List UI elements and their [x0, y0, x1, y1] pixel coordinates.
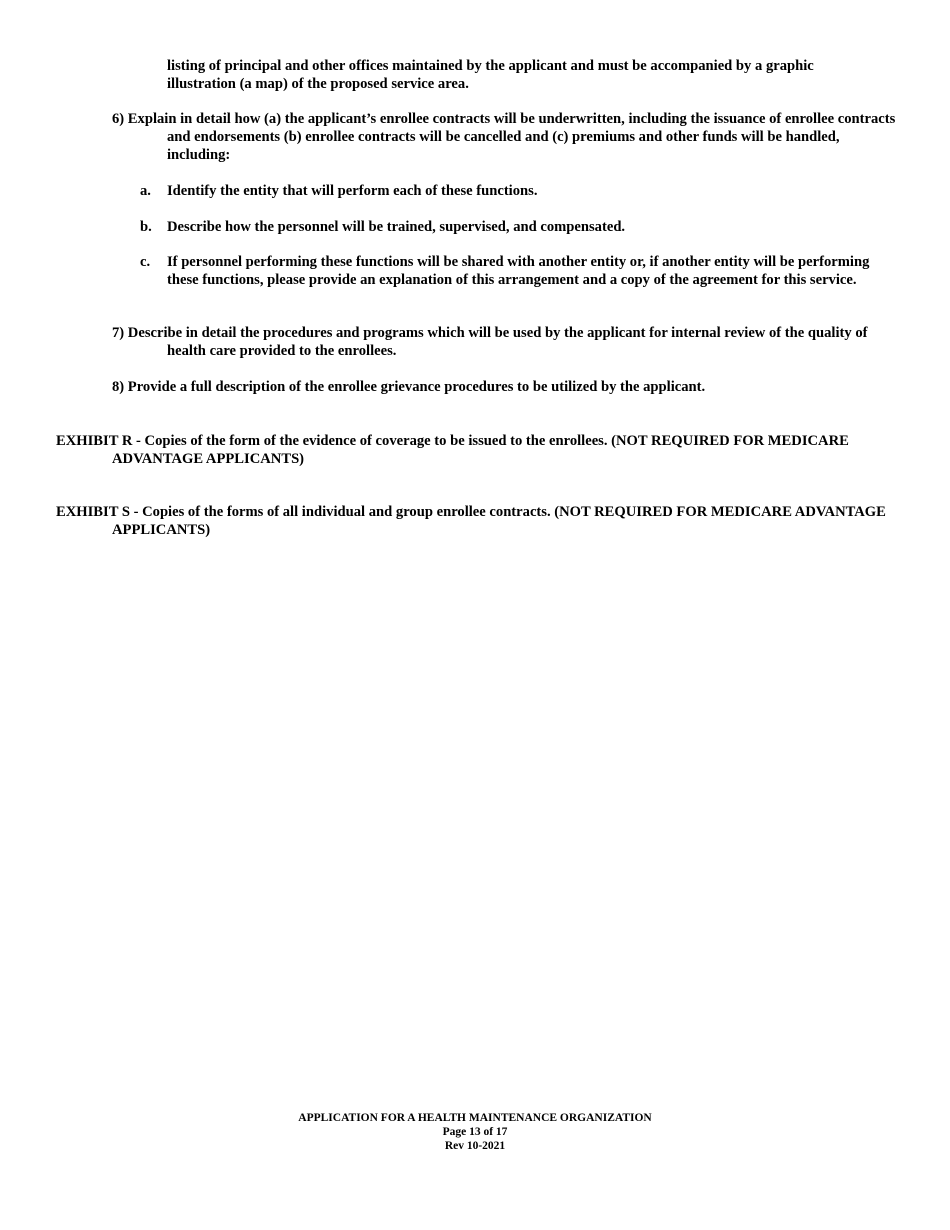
sub-item-a-text: Identify the entity that will perform each of these functions. — [167, 183, 538, 199]
item-8-grievance: 8) Provide a full description of the enrollee grievance procedures to be utilized by the applicant. — [112, 379, 706, 395]
sub-item-a — [140, 182, 870, 200]
footer-page-number: Page 13 of 17 — [442, 1126, 508, 1138]
sub-item-a-letter: a. — [140, 183, 151, 199]
item-6-underwriting: 6) Explain in detail how (a) the applicant’s enrollee contracts will be underwritten, including the issuance of enrollee contracts and endorsements (b) enrollee contracts will be cancelled and (c) premiums and other funds will be handled, including: — [112, 111, 896, 163]
item-7-quality-review: 7) Describe in detail the procedures and programs which will be used by the applicant for internal review of the quality of health care provided to the enrollees. — [112, 325, 868, 359]
footer-title: APPLICATION FOR A HEALTH MAINTENANCE ORGANIZATION — [298, 1112, 652, 1124]
page-footer — [0, 1111, 950, 1153]
sub-item-c-text: If personnel performing these functions will be shared with another entity or, if another entity will be performing these functions, please provide an explanation of this arrangement and a copy of the agreement for this service. — [167, 254, 870, 288]
exhibit-r: EXHIBIT R - Copies of the form of the evidence of coverage to be issued to the enrollees. (NOT REQUIRED FOR MEDICARE ADVANTAGE APPLICANTS) — [56, 433, 849, 467]
sub-item-c — [140, 253, 880, 289]
continuation-text: listing of principal and other offices maintained by the applicant and must be accompanied by a graphic illustration (a map) of the proposed service area. — [167, 58, 814, 92]
footer-revision: Rev 10-2021 — [444, 1140, 506, 1152]
exhibit-s: EXHIBIT S - Copies of the forms of all individual and group enrollee contracts. (NOT REQUIRED FOR MEDICARE ADVANTAGE APPLICANTS) — [56, 504, 886, 538]
sub-item-b-letter: b. — [140, 219, 152, 235]
sub-item-b — [140, 218, 870, 236]
sub-item-c-letter: c. — [140, 254, 151, 270]
sub-item-b-text: Describe how the personnel will be trained, supervised, and compensated. — [167, 219, 626, 235]
